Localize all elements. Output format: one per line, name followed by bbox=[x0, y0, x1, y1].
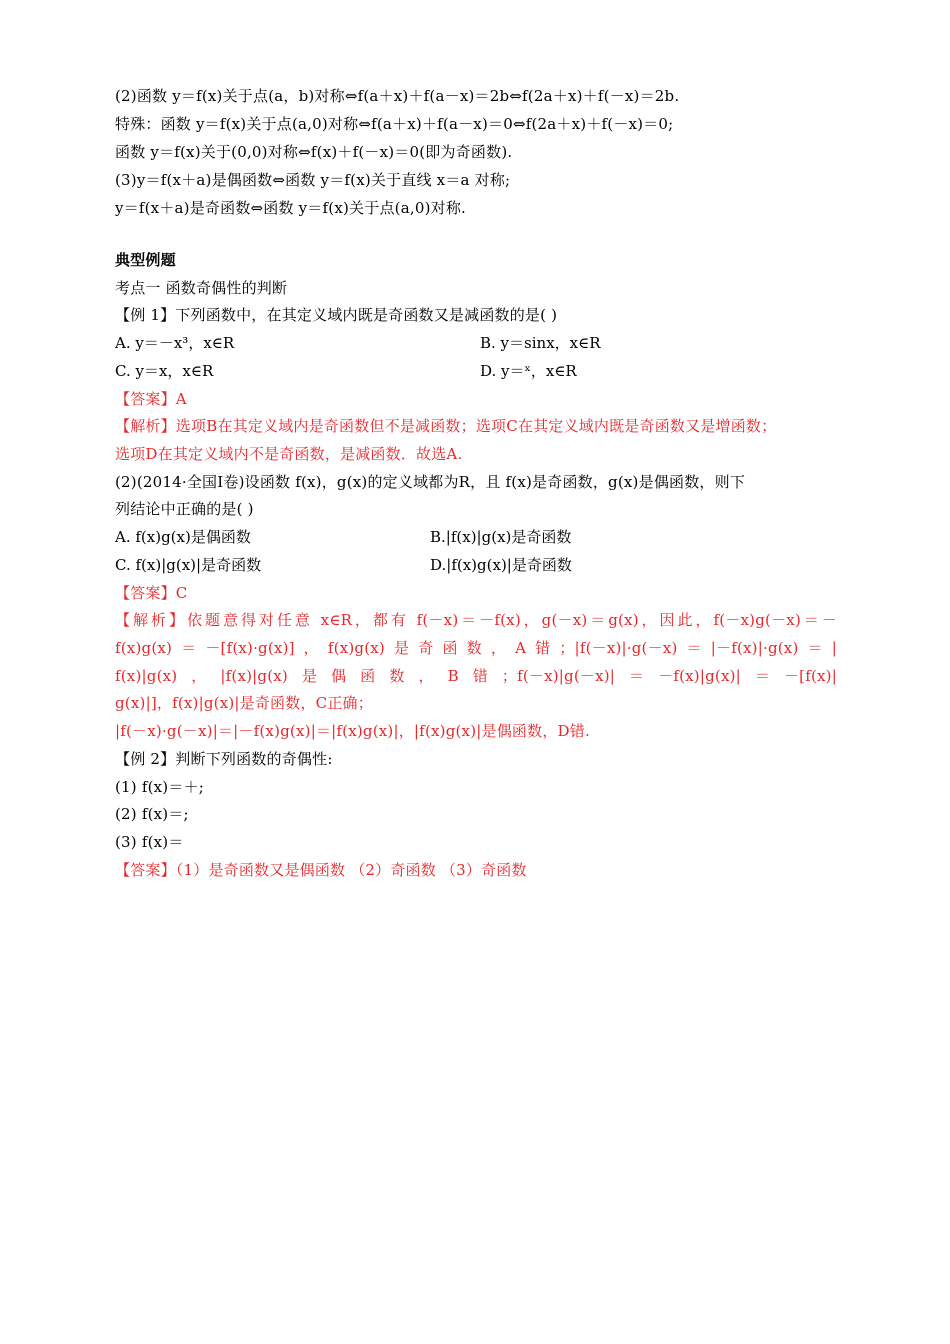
theory-line-3: 函数 y＝f(x)关于(0,0)对称⇔f(x)＋f(－x)＝0(即为奇函数). bbox=[115, 143, 513, 161]
theory-line-1: (2)函数 y＝f(x)关于点(a，b)对称⇔f(a＋x)＋f(a－x)＝2b⇔f(2a＋x)＋f(－x)＝2b. bbox=[115, 87, 680, 105]
example1-question: 【例 1】下列函数中，在其定义域内既是奇函数又是减函数的是( ) bbox=[115, 306, 558, 324]
example2-question: 【例 2】判断下列函数的奇偶性: bbox=[115, 750, 333, 768]
example2-item-3: (3) f(x)＝ bbox=[115, 833, 184, 851]
example1b-option-a: A. f(x)g(x)是偶函数 bbox=[115, 528, 251, 546]
example1b-question-1: (2)(2014·全国Ⅰ卷)设函数 f(x)，g(x)的定义域都为R，且 f(x)是奇函数，g(x)是偶函数，则下 bbox=[115, 473, 746, 491]
example1-analysis-2: 选项D在其定义域内不是奇函数，是减函数．故选A. bbox=[115, 445, 463, 463]
example2-item-1: (1) f(x)＝＋; bbox=[115, 778, 204, 796]
example1b-question-2: 列结论中正确的是( ) bbox=[115, 500, 254, 518]
example1b-option-d: D.|f(x)g(x)|是奇函数 bbox=[430, 556, 572, 574]
example1b-analysis-3: f(x)|g(x)，|f(x)|g(x)是偶函数，B错；f(－x)|g(－x)|＝－f(x)|g(x)|＝－[f(x)| bbox=[115, 667, 837, 685]
example2-item-2: (2) f(x)＝; bbox=[115, 805, 189, 823]
example1-option-a: A. y＝－x³，x∈R bbox=[115, 334, 235, 352]
example2-answer: 【答案】（1）是奇函数又是偶函数 （2）奇函数 （3）奇函数 bbox=[115, 861, 527, 879]
theory-line-4: (3)y＝f(x＋a)是偶函数⇔函数 y＝f(x)关于直线 x＝a 对称; bbox=[115, 171, 511, 189]
example1-option-c: C. y＝x，x∈R bbox=[115, 362, 214, 380]
example1b-option-b: B.|f(x)|g(x)是奇函数 bbox=[430, 528, 572, 546]
example1-option-d: D. y＝ˣ，x∈R bbox=[480, 362, 577, 380]
theory-line-5: y＝f(x＋a)是奇函数⇔函数 y＝f(x)关于点(a,0)对称. bbox=[115, 199, 466, 217]
example1b-analysis-1: 【解析】依题意得对任意 x∈R，都有 f(－x)＝－f(x)，g(－x)＝g(x)，因此，f(－x)g(－x)＝－ bbox=[115, 611, 837, 629]
example1b-analysis-2: f(x)g(x)＝－[f(x)·g(x)]，f(x)g(x)是奇函数，A错；|f(－x)|·g(－x)＝|－f(x)|·g(x)＝| bbox=[115, 639, 837, 657]
example1b-analysis-4: g(x)|]，f(x)|g(x)|是奇函数，C正确； bbox=[115, 694, 373, 712]
section-heading: 典型例题 bbox=[115, 251, 176, 269]
kaodian-title: 考点一 函数奇偶性的判断 bbox=[115, 279, 288, 297]
theory-line-2: 特殊：函数 y＝f(x)关于点(a,0)对称⇔f(a＋x)＋f(a－x)＝0⇔f(2a＋x)＋f(－x)＝0; bbox=[115, 115, 674, 133]
example1b-option-c: C. f(x)|g(x)|是奇函数 bbox=[115, 556, 262, 574]
example1-analysis-1: 【解析】选项B在其定义域内是奇函数但不是减函数；选项C在其定义域内既是奇函数又是增函数； bbox=[115, 417, 777, 435]
example1b-analysis-5: |f(－x)·g(－x)|＝|－f(x)g(x)|＝|f(x)g(x)|，|f(x)g(x)|是偶函数，D错. bbox=[115, 722, 590, 740]
example1b-answer: 【答案】C bbox=[115, 584, 188, 602]
example1-option-b: B. y＝sinx，x∈R bbox=[480, 334, 601, 352]
example1-answer: 【答案】A bbox=[115, 390, 187, 408]
